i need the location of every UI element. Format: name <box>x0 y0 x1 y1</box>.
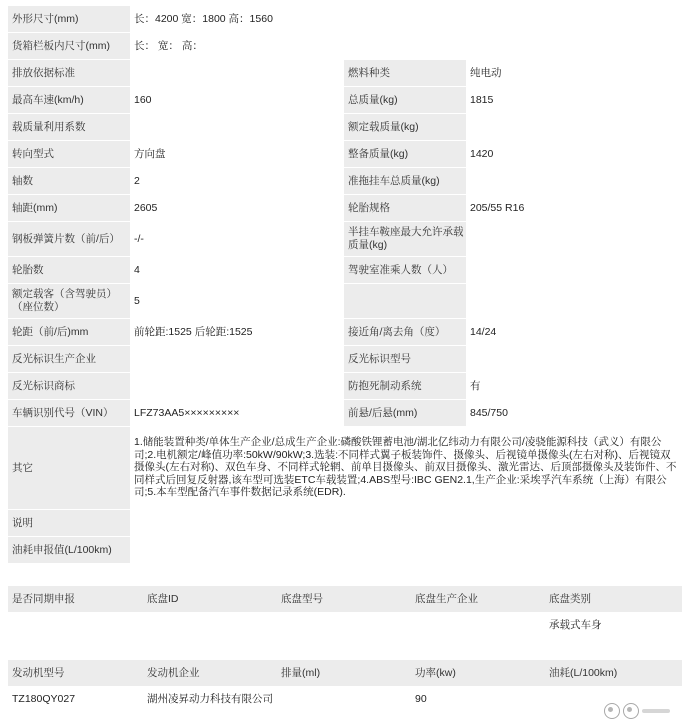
vehicle-spec-sheet <box>8 6 682 712</box>
spec-value: 14/24 <box>466 318 682 345</box>
spec-label: 轮胎数 <box>8 256 130 283</box>
spec-row <box>8 221 682 256</box>
spec-value: LFZ73AA5××××××××× <box>130 399 344 426</box>
spec-row <box>8 194 682 221</box>
spec-label: 接近角/离去角（度） <box>344 318 466 345</box>
spec-value <box>466 113 682 140</box>
spec-row <box>8 6 682 32</box>
spec-value: 有 <box>466 372 682 399</box>
spec-label: 钢板弹簧片数（前/后） <box>8 221 130 256</box>
chassis-cell <box>411 612 545 638</box>
spec-row <box>8 536 682 563</box>
spec-value <box>130 59 344 86</box>
engine-header: 发动机型号 <box>8 660 143 686</box>
spec-label: 轴距(mm) <box>8 194 130 221</box>
chassis-cell <box>143 612 277 638</box>
spec-value: 1420 <box>466 140 682 167</box>
spec-label: 防抱死制动系统 <box>344 372 466 399</box>
spec-label: 车辆识别代号（VIN） <box>8 399 130 426</box>
spec-value <box>130 113 344 140</box>
spec-row <box>8 140 682 167</box>
spec-label: 反光标识生产企业 <box>8 345 130 372</box>
spec-label: 半挂车鞍座最大允许承载质量(kg) <box>344 221 466 256</box>
spec-value: 2605 <box>130 194 344 221</box>
spec-label: 燃料种类 <box>344 59 466 86</box>
chassis-header: 是否同期申报 <box>8 586 143 612</box>
spec-row <box>8 318 682 345</box>
chassis-cell <box>277 612 411 638</box>
spec-label: 轮距（前/后)mm <box>8 318 130 345</box>
chassis-header: 底盘ID <box>143 586 277 612</box>
chassis-data-row <box>8 612 682 638</box>
spec-row <box>8 59 682 86</box>
engine-header: 油耗(L/100km) <box>545 660 682 686</box>
engine-header: 发动机企业 <box>143 660 277 686</box>
spec-row <box>8 256 682 283</box>
other-label: 其它 <box>8 426 130 509</box>
engine-data-row <box>8 686 682 712</box>
spec-value: 1815 <box>466 86 682 113</box>
chassis-header-row <box>8 586 682 612</box>
spec-value <box>466 345 682 372</box>
spec-label: 准拖挂车总质量(kg) <box>344 167 466 194</box>
spec-label: 总质量(kg) <box>344 86 466 113</box>
chassis-header: 底盘类别 <box>545 586 682 612</box>
spec-label: 转向型式 <box>8 140 130 167</box>
chassis-table <box>8 586 682 638</box>
spec-row <box>8 113 682 140</box>
spec-value: 5 <box>130 283 344 318</box>
chassis-header: 底盘型号 <box>277 586 411 612</box>
engine-cell: 90 <box>411 686 545 712</box>
spec-label <box>344 283 466 318</box>
spec-label: 反光标识商标 <box>8 372 130 399</box>
spec-table <box>8 6 682 564</box>
fuel-label: 油耗申报值(L/100km) <box>8 536 130 563</box>
spec-row <box>8 399 682 426</box>
spec-value: 160 <box>130 86 344 113</box>
note-value <box>130 509 682 536</box>
spec-value: 前轮距:1525 后轮距:1525 <box>130 318 344 345</box>
spec-row <box>8 32 682 59</box>
chassis-header: 底盘生产企业 <box>411 586 545 612</box>
engine-cell: 湖州凌昇动力科技有限公司 <box>143 686 277 712</box>
engine-header-row <box>8 660 682 686</box>
chassis-cell <box>8 612 143 638</box>
spec-value: 2 <box>130 167 344 194</box>
spec-value <box>466 167 682 194</box>
spec-label: 载质量利用系数 <box>8 113 130 140</box>
watermark-bar <box>642 709 670 713</box>
spec-value: 205/55 R16 <box>466 194 682 221</box>
spec-value: 纯电动 <box>466 59 682 86</box>
spec-value <box>466 256 682 283</box>
spec-value: 方向盘 <box>130 140 344 167</box>
spec-value: 4 <box>130 256 344 283</box>
watermark-logo <box>604 701 678 721</box>
spec-value <box>466 283 682 318</box>
other-value: 1.储能装置种类/单体生产企业/总成生产企业:磷酸铁锂蓄电池/湖北亿纬动力有限公司/凌骁能源科技（武义）有限公司;2.电机额定/峰值功率:50kW/90kW;3.选装:不同样式翼子板装饰件、摄像头、后视镜单摄像头(左右对称)、后视镜双摄像头(左右对称)、双色车身、不同样式轮辋、前单目摄像头、前双目摄像头、激光雷达、后顶部摄像头及装饰件、不同样式后回复反射器,该车型可选装ETC车载装置;4.ABS型号:IBC GEN2.1,生产企业:采埃孚汽车系统（上海）有限公司;5.本车型配备汽车事件数据记录系统(EDR). <box>130 426 682 509</box>
watermark-circle-icon <box>604 703 620 719</box>
spec-label: 额定载质量(kg) <box>344 113 466 140</box>
spec-row <box>8 167 682 194</box>
spec-row <box>8 345 682 372</box>
spec-label: 轴数 <box>8 167 130 194</box>
spec-label: 轮胎规格 <box>344 194 466 221</box>
spec-row <box>8 509 682 536</box>
engine-cell <box>277 686 411 712</box>
spec-value <box>130 372 344 399</box>
chassis-cell: 承载式车身 <box>545 612 682 638</box>
note-label: 说明 <box>8 509 130 536</box>
spec-label: 最高车速(km/h) <box>8 86 130 113</box>
spec-row <box>8 372 682 399</box>
watermark-circle-icon <box>623 703 639 719</box>
spec-label: 驾驶室准乘人数（人） <box>344 256 466 283</box>
spec-label: 货箱栏板内尺寸(mm) <box>8 32 130 59</box>
spec-label: 前悬/后悬(mm) <box>344 399 466 426</box>
engine-header: 排量(ml) <box>277 660 411 686</box>
spec-row <box>8 86 682 113</box>
engine-cell: TZ180QY027 <box>8 686 143 712</box>
spec-label: 额定载客（含驾驶员）（座位数） <box>8 283 130 318</box>
spec-row-other <box>8 426 682 509</box>
spec-label: 反光标识型号 <box>344 345 466 372</box>
spec-value: -/- <box>130 221 344 256</box>
engine-table <box>8 660 682 712</box>
spec-label: 外形尺寸(mm) <box>8 6 130 32</box>
fuel-value <box>130 536 682 563</box>
spec-value <box>466 221 682 256</box>
spec-label: 整备质量(kg) <box>344 140 466 167</box>
spec-value: 长：4200 宽：1800 高：1560 <box>130 6 682 32</box>
spec-row <box>8 283 682 318</box>
spec-value <box>130 345 344 372</box>
engine-header: 功率(kw) <box>411 660 545 686</box>
spec-label: 排放依据标准 <box>8 59 130 86</box>
spec-value: 长： 宽： 高： <box>130 32 682 59</box>
spec-value: 845/750 <box>466 399 682 426</box>
